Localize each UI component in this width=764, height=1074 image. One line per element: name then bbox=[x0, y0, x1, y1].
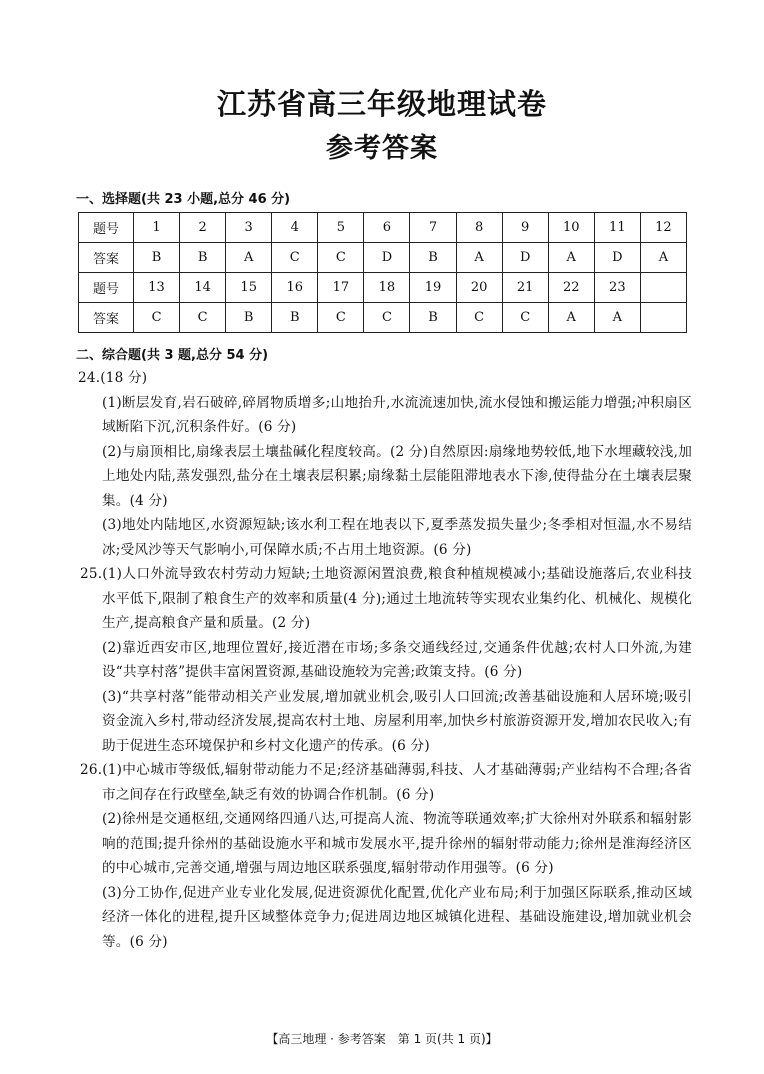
q24-part-3: (3)地处内陆地区,水资源短缺;该水利工程在地表以下,夏季蒸发损失量少;冬季相对恒温,水不易结冰;受风沙等天气影响小,可保障水质;不占用土地资源。(6 分) bbox=[102, 517, 692, 558]
answer-table-cell: B bbox=[410, 303, 456, 333]
answer-table-cell: C bbox=[318, 303, 364, 333]
answer-table-cell: D bbox=[594, 243, 640, 273]
answer-table-row-label: 题号 bbox=[79, 273, 134, 303]
answer-table-cell: C bbox=[272, 243, 318, 273]
q25-number: 25. bbox=[80, 566, 103, 582]
answer-table bbox=[78, 212, 687, 333]
answer-table-cell: 11 bbox=[594, 213, 640, 243]
q25-part-1-text: (1)人口外流导致农村劳动力短缺;土地资源闲置浪费,粮食种植规模减小;基础设施落后,农业科技水平低下,限制了粮食生产的效率和质量(4 分);通过土地流转等实现农业集约化、机械化、规模化生产,提高粮食产量和质量。(2 分) bbox=[102, 566, 692, 631]
answer-table-cell: 18 bbox=[364, 273, 410, 303]
answer-table-cell: 23 bbox=[594, 273, 640, 303]
answer-table-cell: A bbox=[640, 243, 686, 273]
answer-table-cell: C bbox=[364, 303, 410, 333]
answer-table-cell: 14 bbox=[180, 273, 226, 303]
answer-table-row bbox=[79, 303, 687, 333]
q24-part-1: (1)断层发育,岩石破碎,碎屑物质增多;山地抬升,水流流速加快,流水侵蚀和搬运能力增强;冲积扇区域断陷下沉,沉积条件好。(6 分) bbox=[102, 394, 692, 435]
answer-table-cell: 22 bbox=[548, 273, 594, 303]
q26-part-1-text: (1)中心城市等级低,辐射带动能力不足;经济基础薄弱,科技、人才基础薄弱;产业结构不合理;各省市之间存在行政壁垒,缺乏有效的协调合作机制。(6 分) bbox=[102, 762, 692, 803]
q25-part-1 bbox=[78, 562, 692, 636]
answer-table-cell: C bbox=[502, 303, 548, 333]
answer-table-cell: 17 bbox=[318, 273, 364, 303]
q25-part-3: (3)“共享村落”能带动相关产业发展,增加就业机会,吸引人口回流;改善基础设施和人居环境;吸引资金流入乡村,带动经济发展,提高农村土地、房屋利用率,加快乡村旅游资源开发,增加农民收入;有助于促进生态环境保护和乡村文化遗产的传承。(6 分) bbox=[102, 688, 692, 754]
answer-table-cell: D bbox=[364, 243, 410, 273]
answer-table-cell: C bbox=[134, 303, 180, 333]
answer-table-cell: A bbox=[548, 303, 594, 333]
answer-table-cell: C bbox=[318, 243, 364, 273]
answer-table-cell: 6 bbox=[364, 213, 410, 243]
answer-table-cell: 1 bbox=[134, 213, 180, 243]
answer-table-cell: B bbox=[226, 303, 272, 333]
answer-table-cell: A bbox=[594, 303, 640, 333]
q24-part-2: (2)与扇顶相比,扇缘表层土壤盐碱化程度较高。(2 分)自然原因:扇缘地势较低,地下水埋藏较浅,加上地处内陆,蒸发强烈,盐分在土壤表层积累;扇缘黏土层能阻滞地表水下渗,使得盐分在土壤表层聚集。(4 分) bbox=[102, 443, 692, 509]
answer-table-cell: 7 bbox=[410, 213, 456, 243]
answer-table-cell: 9 bbox=[502, 213, 548, 243]
section-2-heading: 二、综合题(共 3 题,总分 54 分) bbox=[76, 348, 269, 363]
q26-part-2: (2)徐州是交通枢纽,交通网络四通八达,可提高人流、物流等联通效率;扩大徐州对外联系和辐射影响的范围;提升徐州的基础设施水平和城市发展水平,提升徐州的辐射带动能力;徐州是淮海经济区的中心城市,完善交通,增强与周边地区联系强度,辐射带动作用强等。(6 分) bbox=[102, 811, 692, 876]
answer-table-cell: A bbox=[456, 243, 502, 273]
answer-table-cell: D bbox=[502, 243, 548, 273]
answer-table-cell: 13 bbox=[134, 273, 180, 303]
answer-table-row-label: 答案 bbox=[79, 303, 134, 333]
page-footer: 【高三地理 · 参考答案 第 1 页(共 1 页)】 bbox=[266, 1032, 498, 1046]
answer-table-cell: 8 bbox=[456, 213, 502, 243]
answer-table-cell: 12 bbox=[640, 213, 686, 243]
answer-table-cell: B bbox=[134, 243, 180, 273]
document-title: 江苏省高三年级地理试卷 bbox=[216, 87, 547, 121]
answer-table-cell: B bbox=[410, 243, 456, 273]
answer-table-row bbox=[79, 213, 687, 243]
q26-part-1 bbox=[78, 758, 692, 807]
answer-table-cell: 21 bbox=[502, 273, 548, 303]
document-subtitle: 参考答案 bbox=[326, 133, 438, 164]
answer-table-cell: C bbox=[456, 303, 502, 333]
q26-part-3: (3)分工协作,促进产业专业化发展,促进资源优化配置,优化产业布局;利于加强区际联系,推动区域经济一体化的进程,提升区域整体竞争力;促进周边地区城镇化进程、基础设施建设,增加就业机会等。(6 分) bbox=[102, 884, 692, 950]
answer-table-cell: 3 bbox=[226, 213, 272, 243]
answer-table-cell: 16 bbox=[272, 273, 318, 303]
answer-table-cell: 5 bbox=[318, 213, 364, 243]
answer-table-cell: B bbox=[272, 303, 318, 333]
answer-table-row bbox=[79, 273, 687, 303]
q25-part-2: (2)靠近西安市区,地理位置好,接近潜在市场;多条交通线经过,交通条件优越;农村人口外流,为建设“共享村落”提供丰富闲置资源,基础设施较为完善;政策支持。(6 分) bbox=[102, 639, 692, 680]
answer-table-cell: A bbox=[548, 243, 594, 273]
section-1-heading: 一、选择题(共 23 小题,总分 46 分) bbox=[76, 192, 291, 207]
answer-table-cell: 2 bbox=[180, 213, 226, 243]
answer-table-cell: 19 bbox=[410, 273, 456, 303]
answers-body bbox=[78, 366, 692, 954]
answer-table-cell: 10 bbox=[548, 213, 594, 243]
answer-table-cell bbox=[640, 303, 686, 333]
answer-table-cell: B bbox=[180, 243, 226, 273]
answer-table-cell: A bbox=[226, 243, 272, 273]
answer-table-cell: 15 bbox=[226, 273, 272, 303]
q26-number: 26. bbox=[80, 762, 103, 778]
q24-heading: 24.(18 分) bbox=[78, 370, 148, 386]
answer-table-cell: 20 bbox=[456, 273, 502, 303]
answer-table-cell: 4 bbox=[272, 213, 318, 243]
answer-table-row-label: 题号 bbox=[79, 213, 134, 243]
answer-table-row-label: 答案 bbox=[79, 243, 134, 273]
answer-table-cell bbox=[640, 273, 686, 303]
answer-table-cell: C bbox=[180, 303, 226, 333]
answer-table-row bbox=[79, 243, 687, 273]
